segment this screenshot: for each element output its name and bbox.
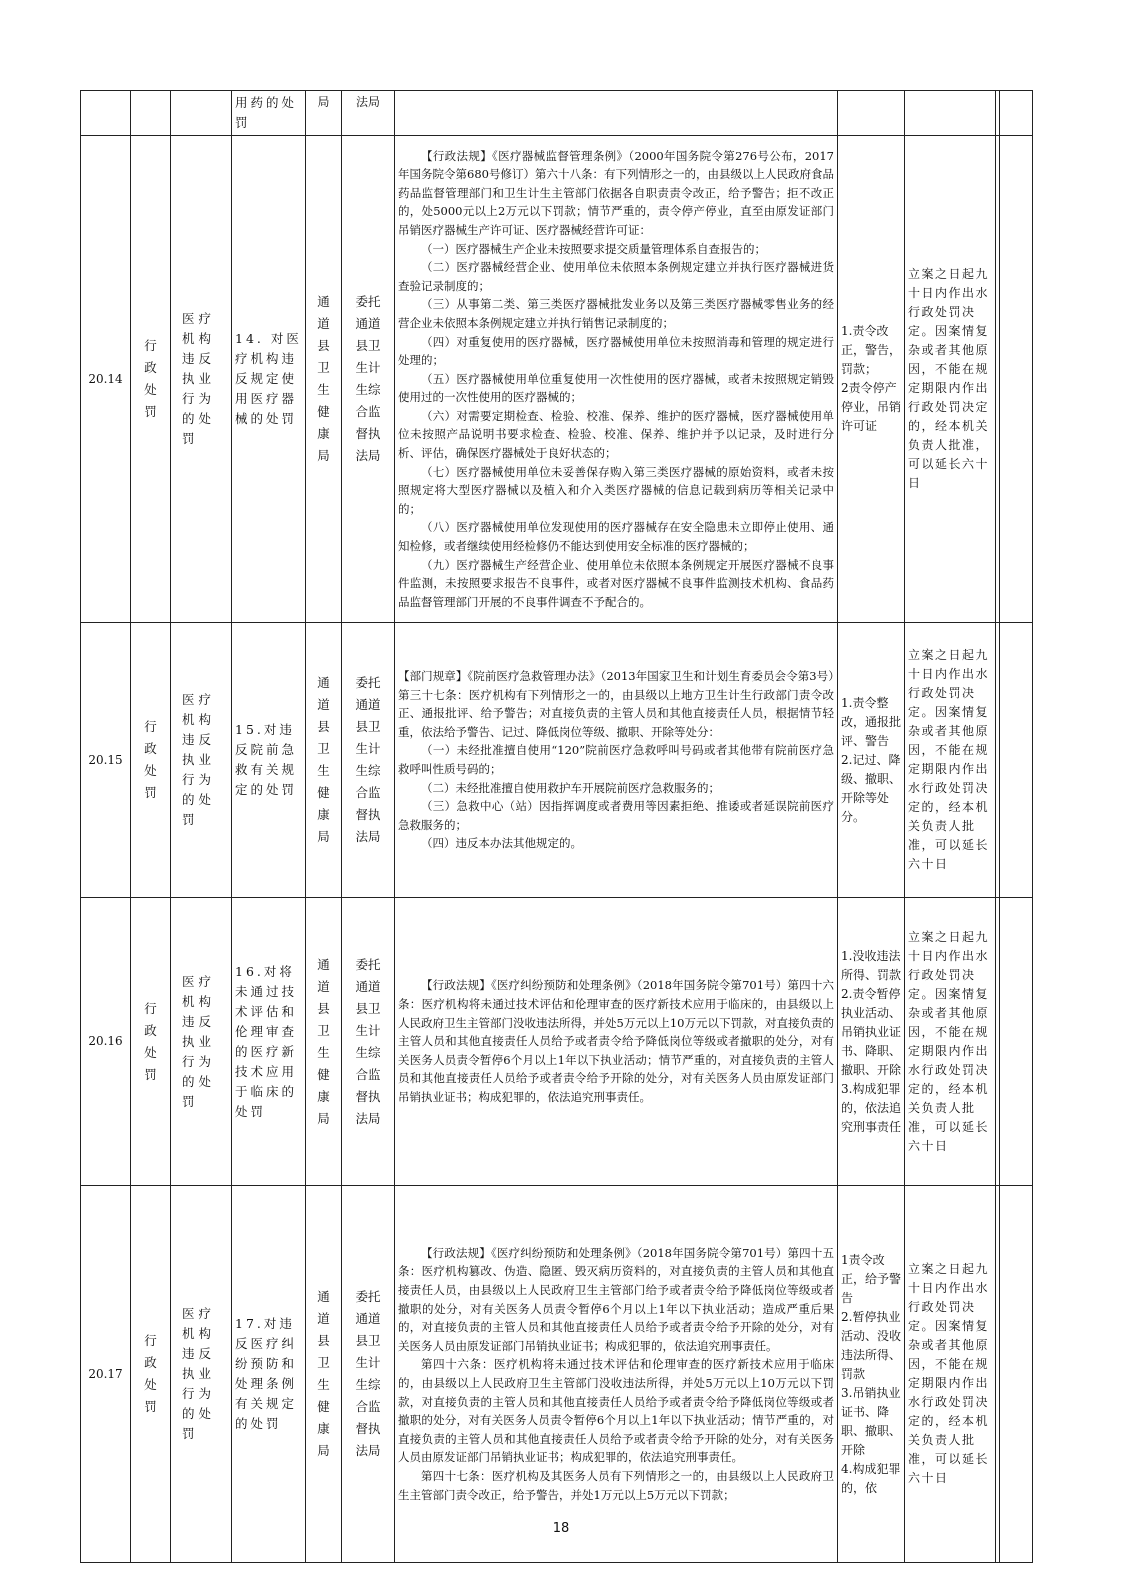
cell-term [905, 91, 996, 136]
dept-text: 通道县卫生健康局 [317, 675, 330, 844]
penalty-line: 1责令改正，给予警告 [841, 1252, 902, 1305]
penalty-line: 1.没收违法所得、罚款 [841, 948, 902, 982]
cell-basis [395, 898, 838, 1186]
type-text: 医疗机构违反执业行为的处罚 [182, 973, 216, 1109]
cell-type [171, 136, 232, 623]
item-name: 14. 对医疗机构违反规定使用医疗器械的处罚 [235, 331, 302, 426]
cell-category [131, 623, 171, 898]
type-text: 医疗机构违反执业行为的处罚 [182, 311, 216, 446]
term-text: 立案之日起九十日内作出水行政处罚决定。因案情复杂或者其他原因，不能在规定期限内作出水行政处罚决定的，经本机关负责人批准，可以延长六十日 [908, 1262, 990, 1485]
basis-paragraph: 第四十六条：医疗机构将未通过技术评估和伦理审查的医疗新技术应用于临床的，由县级以上人民政府卫生主管部门没收违法所得，并处5万元以上10万元以下罚款，对直接负责的主管人员和其他直接责任人员给予或者责令给予降低岗位等级或者撤职的处分，对有关医务人员责令暂停6个月以上1年以下执业活动；情节严重的，对直接负责的主管人员和其他直接责任人员给予或者责令给予开除的处分，对有关医务人员由原发证部门吊销执业证书；构成犯罪的，依法追究刑事责任。 [398, 1357, 834, 1465]
item-name: 16.对将未通过技术评估和伦理审查的医疗新技术应用于临床的处罚 [235, 963, 298, 1119]
category-text: 行政处罚 [144, 1333, 157, 1414]
cell-penalty [838, 898, 905, 1186]
basis-paragraph: （二）医疗器械经营企业、使用单位未依照本条例规定建立并执行医疗器械进货查验记录制度的； [398, 260, 834, 293]
cell-entrusted [342, 623, 395, 898]
type-text: 医疗机构违反执业行为的处罚 [182, 1306, 216, 1441]
continuation-row [81, 91, 1033, 136]
cell-term [905, 898, 996, 1186]
cell-name [232, 623, 306, 898]
basis-paragraph: 【部门规章】《院前医疗急救管理办法》（2013年国家卫生和计划生育委员会令第3号）第三十七条：医疗机构有下列情形之一的，由县级以上地方卫生计生行政部门责令改正、通报批评、给予警告；对直接负责的主管人员和其他直接责任人员，根据情节轻重，依法给予警告、记过、降低岗位等级、撤职、开除等处分： [398, 669, 834, 739]
cell-basis [395, 91, 838, 136]
cell-entrusted: 法局 [342, 91, 395, 136]
penalty-line: 1.责令整改，通报批评、警告 [841, 695, 902, 748]
cell-dept [306, 1186, 342, 1563]
basis-paragraph: （一）未经批准擅自使用“120”院前医疗急救呼叫号码或者其他带有院前医疗急救呼叫性质号码的； [398, 743, 834, 776]
basis-paragraph: （三）急救中心（站）因指挥调度或者费用等因素拒绝、推诿或者延误院前医疗急救服务的； [398, 799, 834, 832]
cell-name [232, 136, 306, 623]
basis-paragraph: （六）对需要定期检查、检验、校准、保养、维护的医疗器械，医疗器械使用单位未按照产品说明书要求检查、检验、校准、保养、维护并予以记录，及时进行分析、评估，确保医疗器械处于良好状态的； [398, 408, 834, 461]
item-name: 15.对违反院前急救有关规定的处罚 [235, 722, 298, 797]
cell-category [131, 898, 171, 1186]
table-row [81, 136, 1033, 623]
basis-paragraph: （一）医疗器械生产企业未按照要求提交质量管理体系自查报告的； [421, 241, 766, 256]
cell-type [171, 91, 232, 136]
cell-blank-b [1000, 91, 1033, 136]
cell-category [131, 91, 171, 136]
cell-num: 20.16 [81, 898, 131, 1186]
cell-penalty [838, 623, 905, 898]
entrusted-text: 委托通道县卫生计生综合监督执法局 [355, 675, 381, 844]
cell-num: 20.14 [81, 136, 131, 623]
term-text: 立案之日起九十日内作出水行政处罚决定。因案情复杂或者其他原因，不能在规定期限内作出水行政处罚决定的，经本机关负责人批准，可以延长六十日 [908, 929, 990, 1153]
basis-paragraph: 【行政法规】《医疗器械监督管理条例》（2000年国务院令第276号公布，2017年国务院令第680号修订）第六十八条：有下列情形之一的，由县级以上人民政府食品药品监督管理部门和卫生计生主管部门依据各自职责责令改正，给予警告；拒不改正的，处5000元以上2万元以下罚款；情节严重的，责令停产停业，直至由原发证部门吊销医疗器械生产许可证、医疗器械经营许可证： [398, 148, 834, 237]
cell-basis [395, 136, 838, 623]
basis-paragraph: （九）医疗器械生产经营企业、使用单位未依照本条例规定开展医疗器械不良事件监测，未按照要求报告不良事件，或者对医疗器械不良事件监测技术机构、食品药品监督管理部门开展的不良事件调查不予配合的。 [398, 557, 834, 609]
penalty-line: 4.构成犯罪的，依 [841, 1461, 901, 1495]
penalty-line: 2责令停产停业，吊销许可证 [841, 381, 902, 433]
basis-paragraph: （四）违反本办法其他规定的。 [421, 836, 582, 851]
cell-blank-b [1000, 623, 1033, 898]
cell-penalty [838, 1186, 905, 1563]
dept-text: 通道县卫生健康局 [317, 294, 330, 463]
cell-term [905, 136, 996, 623]
basis-paragraph: （三）从事第二类、第三类医疗器械批发业务以及第三类医疗器械零售业务的经营企业未依照本条例规定建立并执行销售记录制度的； [398, 297, 834, 330]
cell-type [171, 623, 232, 898]
cell-blank-b [1000, 136, 1033, 623]
cell-category [131, 136, 171, 623]
basis-paragraph: （七）医疗器械使用单位未妥善保存购入第三类医疗器械的原始资料，或者未按照规定将大型医疗器械以及植入和介入类医疗器械的信息记载到病历等相关记录中的； [398, 464, 834, 516]
cell-name [232, 1186, 306, 1563]
penalty-line: 2.记过、降级、撤职、开除等处分。 [841, 752, 902, 824]
cell-blank-b [1000, 1186, 1033, 1563]
cell-name: 用药的处罚 [232, 91, 306, 136]
cell-basis [395, 623, 838, 898]
dept-text: 通道县卫生健康局 [317, 956, 330, 1126]
basis-paragraph: 第四十七条：医疗机构及其医务人员有下列情形之一的，由县级以上人民政府卫生主管部门责令改正，给予警告，并处1万元以上5万元以下罚款； [398, 1468, 834, 1502]
cell-num [81, 91, 131, 136]
cell-dept: 局 [306, 91, 342, 136]
cell-term [905, 1186, 996, 1563]
category-text: 行政处罚 [144, 338, 157, 419]
cell-penalty [838, 91, 905, 136]
item-name: 17.对违反医疗纠纷预防和处理条例有关规定的处罚 [235, 1316, 298, 1431]
penalty-line: 1.责令改正，警告，罚款； [841, 324, 902, 376]
dept-text: 通道县卫生健康局 [317, 1289, 330, 1458]
penalty-line: 2.责令暂停执业活动、吊销执业证书、降职、撤职、开除 [841, 986, 902, 1077]
cell-blank-b [1000, 898, 1033, 1186]
table-row [81, 1186, 1033, 1563]
basis-paragraph: （四）对重复使用的医疗器械，医疗器械使用单位未按照消毒和管理的规定进行处理的； [398, 334, 834, 368]
basis-paragraph: 【行政法规】《医疗纠纷预防和处理条例》（2018年国务院令第701号）第四十五条：医疗机构篡改、伪造、隐匿、毁灭病历资料的，对直接负责的主管人员和其他直接责任人员，由县级以上人民政府卫生主管部门给予或者责令给予降低岗位等级或者撤职的处分，对有关医务人员责令暂停6个月以上1年以下执业活动；造成严重后果的，对直接负责的主管人员和其他直接责任人员给予或者责令给予开除的处分，对有关医务人员由原发证部门吊销执业证书；构成犯罪的，依法追究刑事责任。 [398, 1245, 834, 1353]
cell-dept [306, 898, 342, 1186]
table-row [81, 623, 1033, 898]
cell-dept [306, 623, 342, 898]
cell-num: 20.15 [81, 623, 131, 898]
cell-dept [306, 136, 342, 623]
cell-entrusted [342, 136, 395, 623]
penalty-line: 3.吊销执业证书、降职、撤职、开除 [841, 1385, 902, 1457]
type-text: 医疗机构违反执业行为的处罚 [182, 692, 216, 827]
basis-paragraph: 【行政法规】《医疗纠纷预防和处理条例》（2018年国务院令第701号）第四十六条：医疗机构将未通过技术评估和伦理审查的医疗新技术应用于临床的，由县级以上人民政府卫生主管部门没收违法所得，并处5万元以上10万元以下罚款，对直接负责的主管人员和其他直接责任人员给予或者责令给予降低岗位等级或者撤职的处分，对有关医务人员责令暂停6个月以上1年以下执业活动；情节严重的，对直接负责的主管人员和其他直接责任人员给予或者责令给予开除的处分，对有关医务人员由原发证部门吊销执业证书；构成犯罪的，依法追究刑事责任。 [398, 978, 834, 1104]
entrusted-text: 委托通道县卫生计生综合监督执法局 [355, 956, 381, 1126]
cell-num: 20.17 [81, 1186, 131, 1563]
basis-paragraph: （二）未经批准擅自使用救护车开展院前医疗急救服务的； [421, 780, 720, 795]
penalty-line: 3.构成犯罪的，依法追究刑事责任 [841, 1081, 902, 1134]
penalty-line: 2.暂停执业活动、没收违法所得、罚款 [841, 1309, 902, 1381]
cell-type [171, 898, 232, 1186]
category-text: 行政处罚 [144, 1000, 157, 1082]
cell-entrusted [342, 898, 395, 1186]
cell-term [905, 623, 996, 898]
cell-category [131, 1186, 171, 1563]
cell-entrusted [342, 1186, 395, 1563]
cell-name [232, 898, 306, 1186]
table-row [81, 898, 1033, 1186]
term-text: 立案之日起九十日内作出水行政处罚决定。因案情复杂或者其他原因，不能在规定期限内作出行政处罚决定的，经本机关负责人批准，可以延长六十日 [908, 267, 990, 490]
entrusted-text: 委托通道县卫生计生综合监督执法局 [355, 1289, 381, 1458]
category-text: 行政处罚 [144, 719, 157, 800]
cell-type [171, 1186, 232, 1563]
basis-paragraph: （八）医疗器械使用单位发现使用的医疗器械存在安全隐患未立即停止使用、通知检修，或者继续使用经检修仍不能达到使用安全标准的医疗器械的； [398, 520, 834, 554]
power-list-table [80, 90, 1033, 1563]
page-number: 18 [552, 1521, 570, 1536]
cell-basis [395, 1186, 838, 1563]
basis-paragraph: （五）医疗器械使用单位重复使用一次性使用的医疗器械，或者未按照规定销毁使用过的一次性使用的医疗器械的； [398, 371, 834, 405]
term-text: 立案之日起九十日内作出水行政处罚决定。因案情复杂或者其他原因，不能在规定期限内作出水行政处罚决定的，经本机关负责人批准，可以延长六十日 [908, 648, 990, 871]
entrusted-text: 委托通道县卫生计生综合监督执法局 [355, 294, 381, 463]
cell-penalty [838, 136, 905, 623]
